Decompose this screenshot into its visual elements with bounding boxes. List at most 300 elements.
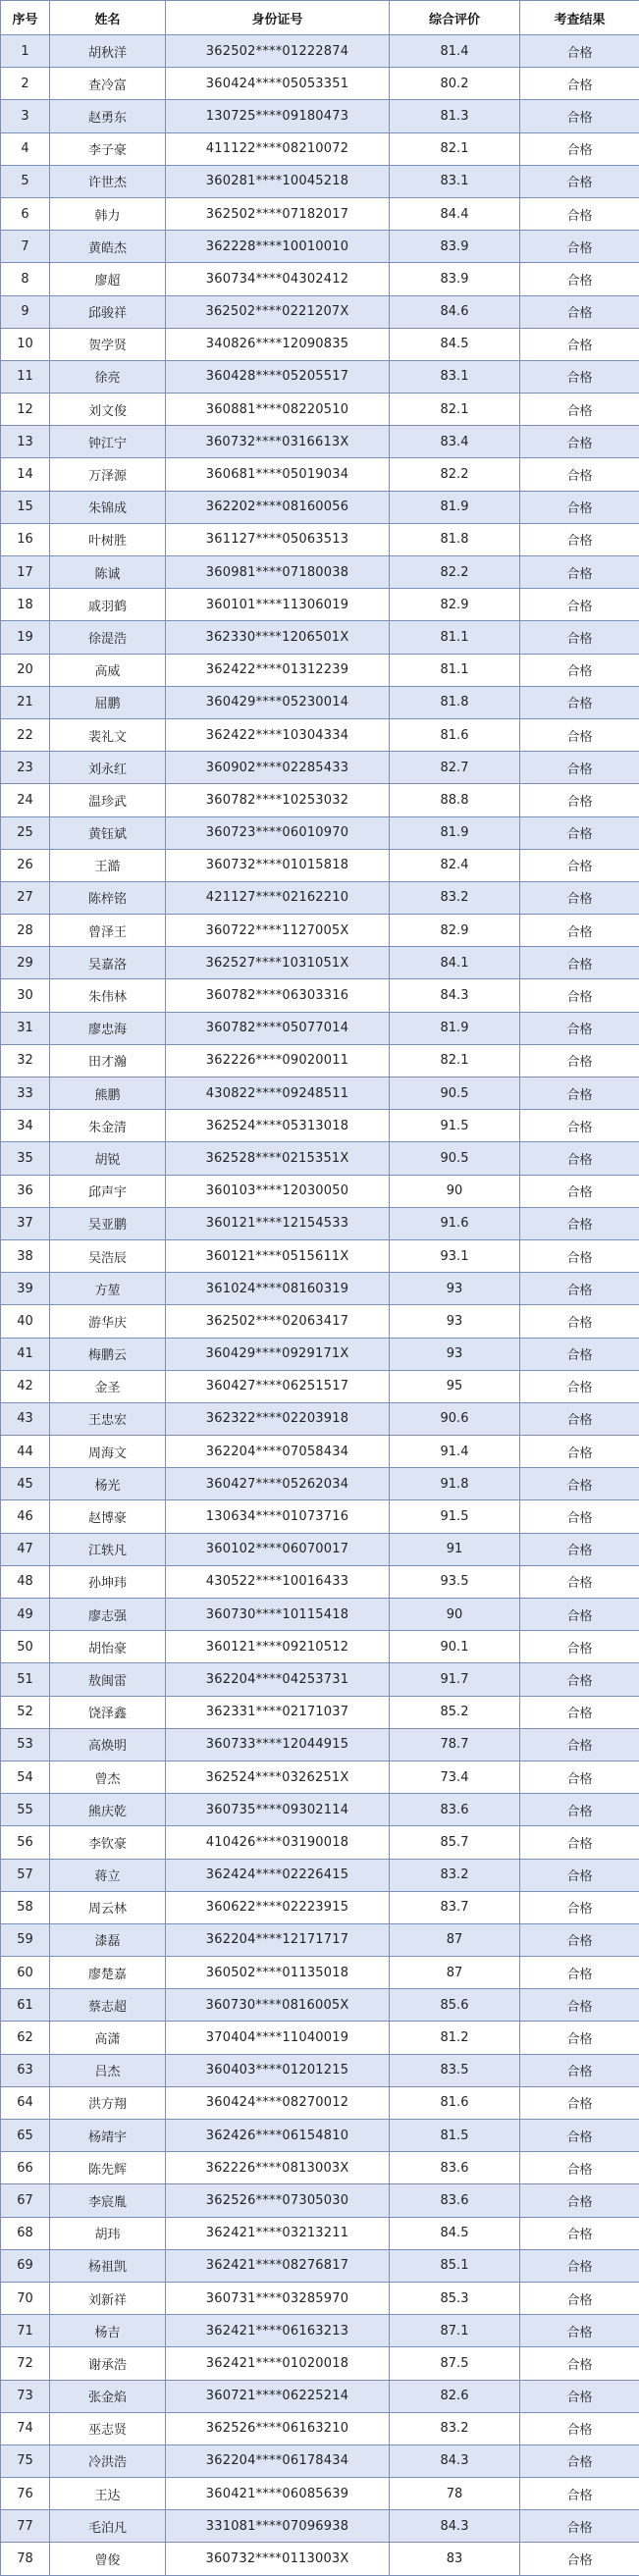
table-row xyxy=(1,491,639,523)
cell-seq: 60 xyxy=(1,1957,50,1989)
cell-evaluation: 85.2 xyxy=(390,1696,520,1728)
cell-seq: 43 xyxy=(1,1402,50,1435)
cell-evaluation: 84.4 xyxy=(390,197,520,230)
cell-name: 叶树胜 xyxy=(50,523,166,555)
cell-seq: 38 xyxy=(1,1239,50,1272)
cell-result: 合格 xyxy=(520,1436,639,1468)
cell-seq: 34 xyxy=(1,1110,50,1142)
table-row xyxy=(1,2412,639,2445)
cell-id-number: 360981****07180038 xyxy=(166,556,390,589)
cell-result: 合格 xyxy=(520,1175,639,1207)
cell-seq: 72 xyxy=(1,2347,50,2380)
cell-name: 李钦豪 xyxy=(50,1826,166,1859)
cell-name: 朱锦成 xyxy=(50,491,166,523)
cell-result: 合格 xyxy=(520,1500,639,1533)
cell-evaluation: 87.1 xyxy=(390,2315,520,2347)
cell-evaluation: 83.6 xyxy=(390,1794,520,1826)
cell-evaluation: 90 xyxy=(390,1599,520,1631)
cell-name: 胡秋洋 xyxy=(50,35,166,68)
table-row xyxy=(1,1044,639,1077)
cell-id-number: 362528****0215351X xyxy=(166,1142,390,1175)
cell-seq: 50 xyxy=(1,1631,50,1663)
cell-seq: 14 xyxy=(1,458,50,491)
cell-id-number: 362421****08276817 xyxy=(166,2249,390,2282)
cell-result: 合格 xyxy=(520,1044,639,1077)
cell-seq: 58 xyxy=(1,1891,50,1923)
cell-name: 查冷富 xyxy=(50,68,166,100)
cell-name: 杨吉 xyxy=(50,2315,166,2347)
cell-evaluation: 91.5 xyxy=(390,1500,520,1533)
cell-name: 屈鹏 xyxy=(50,686,166,718)
table-row xyxy=(1,1305,639,1338)
cell-result: 合格 xyxy=(520,1794,639,1826)
cell-name: 万泽源 xyxy=(50,458,166,491)
cell-evaluation: 84.6 xyxy=(390,295,520,328)
cell-seq: 24 xyxy=(1,784,50,816)
cell-evaluation: 87 xyxy=(390,1923,520,1956)
cell-evaluation: 82.6 xyxy=(390,2380,520,2412)
cell-id-number: 360427****06251517 xyxy=(166,1370,390,1402)
cell-seq: 21 xyxy=(1,686,50,718)
cell-id-number: 360732****01015818 xyxy=(166,849,390,881)
cell-evaluation: 83.2 xyxy=(390,1859,520,1891)
cell-evaluation: 82.9 xyxy=(390,915,520,947)
cell-name: 胡玮 xyxy=(50,2217,166,2249)
cell-seq: 6 xyxy=(1,197,50,230)
cell-seq: 35 xyxy=(1,1142,50,1175)
cell-name: 贺学贤 xyxy=(50,328,166,360)
table-row xyxy=(1,2282,639,2314)
cell-result: 合格 xyxy=(520,35,639,68)
table-row xyxy=(1,35,639,68)
cell-id-number: 360732****0316613X xyxy=(166,426,390,458)
cell-seq: 57 xyxy=(1,1859,50,1891)
table-row xyxy=(1,1794,639,1826)
cell-evaluation: 83.6 xyxy=(390,2152,520,2184)
cell-name: 黄钰斌 xyxy=(50,816,166,849)
cell-evaluation: 91.6 xyxy=(390,1207,520,1239)
cell-name: 游华庆 xyxy=(50,1305,166,1338)
table-row xyxy=(1,1370,639,1402)
cell-result: 合格 xyxy=(520,2445,639,2477)
cell-id-number: 430522****10016433 xyxy=(166,1565,390,1598)
cell-name: 熊鹏 xyxy=(50,1078,166,1110)
cell-evaluation: 91.8 xyxy=(390,1468,520,1500)
cell-evaluation: 83.9 xyxy=(390,263,520,295)
table-row xyxy=(1,2054,639,2086)
table-row xyxy=(1,686,639,718)
cell-evaluation: 81.9 xyxy=(390,1012,520,1044)
cell-result: 合格 xyxy=(520,2412,639,2445)
cell-name: 江轶凡 xyxy=(50,1533,166,1565)
cell-evaluation: 81.3 xyxy=(390,100,520,132)
cell-seq: 40 xyxy=(1,1305,50,1338)
cell-evaluation: 85.1 xyxy=(390,2249,520,2282)
cell-seq: 64 xyxy=(1,2086,50,2119)
cell-name: 田才瀚 xyxy=(50,1044,166,1077)
cell-evaluation: 81.1 xyxy=(390,621,520,654)
cell-id-number: 421127****02162210 xyxy=(166,881,390,914)
cell-name: 冷洪浩 xyxy=(50,2445,166,2477)
cell-evaluation: 81.9 xyxy=(390,816,520,849)
cell-name: 邱声宇 xyxy=(50,1175,166,1207)
table-row xyxy=(1,1663,639,1696)
cell-name: 朱伟林 xyxy=(50,979,166,1012)
cell-name: 曾杰 xyxy=(50,1761,166,1793)
table-row xyxy=(1,100,639,132)
cell-name: 饶泽鑫 xyxy=(50,1696,166,1728)
cell-evaluation: 90.1 xyxy=(390,1631,520,1663)
cell-name: 陈梓铭 xyxy=(50,881,166,914)
cell-name: 刘文俊 xyxy=(50,394,166,426)
cell-evaluation: 83 xyxy=(390,2543,520,2575)
cell-name: 巫志贤 xyxy=(50,2412,166,2445)
cell-result: 合格 xyxy=(520,881,639,914)
cell-result: 合格 xyxy=(520,2315,639,2347)
cell-seq: 15 xyxy=(1,491,50,523)
cell-name: 洪方翔 xyxy=(50,2086,166,2119)
table-row xyxy=(1,784,639,816)
cell-id-number: 361024****08160319 xyxy=(166,1273,390,1305)
cell-result: 合格 xyxy=(520,68,639,100)
table-row xyxy=(1,1599,639,1631)
cell-evaluation: 81.8 xyxy=(390,686,520,718)
cell-name: 胡锐 xyxy=(50,1142,166,1175)
table-row xyxy=(1,915,639,947)
cell-seq: 66 xyxy=(1,2152,50,2184)
cell-evaluation: 83.5 xyxy=(390,2054,520,2086)
cell-seq: 29 xyxy=(1,947,50,979)
cell-result: 合格 xyxy=(520,1859,639,1891)
cell-evaluation: 87.5 xyxy=(390,2347,520,2380)
table-row xyxy=(1,1436,639,1468)
table-row xyxy=(1,1957,639,1989)
cell-seq: 48 xyxy=(1,1565,50,1598)
cell-result: 合格 xyxy=(520,784,639,816)
cell-name: 曾泽王 xyxy=(50,915,166,947)
table-row xyxy=(1,394,639,426)
cell-seq: 12 xyxy=(1,394,50,426)
cell-name: 谢承浩 xyxy=(50,2347,166,2380)
cell-id-number: 362422****01312239 xyxy=(166,654,390,686)
cell-id-number: 362226****0813003X xyxy=(166,2152,390,2184)
cell-result: 合格 xyxy=(520,2217,639,2249)
cell-seq: 44 xyxy=(1,1436,50,1468)
cell-id-number: 362526****06163210 xyxy=(166,2412,390,2445)
table-row xyxy=(1,2184,639,2217)
cell-seq: 39 xyxy=(1,1273,50,1305)
cell-result: 合格 xyxy=(520,2249,639,2282)
cell-evaluation: 95 xyxy=(390,1370,520,1402)
cell-result: 合格 xyxy=(520,2282,639,2314)
cell-name: 方堃 xyxy=(50,1273,166,1305)
cell-id-number: 362226****09020011 xyxy=(166,1044,390,1077)
cell-result: 合格 xyxy=(520,2347,639,2380)
cell-evaluation: 85.7 xyxy=(390,1826,520,1859)
cell-id-number: 360429****05230014 xyxy=(166,686,390,718)
cell-result: 合格 xyxy=(520,752,639,784)
cell-result: 合格 xyxy=(520,2054,639,2086)
cell-name: 钟江宁 xyxy=(50,426,166,458)
cell-id-number: 362502****07182017 xyxy=(166,197,390,230)
cell-id-number: 362204****06178434 xyxy=(166,2445,390,2477)
cell-seq: 37 xyxy=(1,1207,50,1239)
cell-seq: 53 xyxy=(1,1728,50,1761)
cell-seq: 9 xyxy=(1,295,50,328)
cell-seq: 20 xyxy=(1,654,50,686)
cell-id-number: 360502****01135018 xyxy=(166,1957,390,1989)
cell-seq: 49 xyxy=(1,1599,50,1631)
cell-seq: 65 xyxy=(1,2120,50,2152)
cell-result: 合格 xyxy=(520,1239,639,1272)
table-row xyxy=(1,1631,639,1663)
cell-id-number: 362202****08160056 xyxy=(166,491,390,523)
cell-id-number: 360731****03285970 xyxy=(166,2282,390,2314)
cell-result: 合格 xyxy=(520,2022,639,2054)
cell-evaluation: 81.6 xyxy=(390,2086,520,2119)
cell-id-number: 360424****05053351 xyxy=(166,68,390,100)
cell-seq: 10 xyxy=(1,328,50,360)
cell-id-number: 411122****08210072 xyxy=(166,132,390,165)
table-header xyxy=(1,1,639,35)
cell-id-number: 362524****05313018 xyxy=(166,1110,390,1142)
cell-id-number: 360730****10115418 xyxy=(166,1599,390,1631)
cell-seq: 67 xyxy=(1,2184,50,2217)
cell-id-number: 360429****0929171X xyxy=(166,1338,390,1370)
cell-name: 熊庆乾 xyxy=(50,1794,166,1826)
cell-seq: 55 xyxy=(1,1794,50,1826)
table-row xyxy=(1,2120,639,2152)
cell-seq: 16 xyxy=(1,523,50,555)
table-row xyxy=(1,1696,639,1728)
cell-evaluation: 81.1 xyxy=(390,654,520,686)
cell-result: 合格 xyxy=(520,1370,639,1402)
cell-seq: 54 xyxy=(1,1761,50,1793)
cell-name: 吴嘉洛 xyxy=(50,947,166,979)
cell-name: 周海文 xyxy=(50,1436,166,1468)
cell-seq: 31 xyxy=(1,1012,50,1044)
cell-evaluation: 82.2 xyxy=(390,556,520,589)
table-row xyxy=(1,263,639,295)
table-row xyxy=(1,1338,639,1370)
table-row xyxy=(1,1826,639,1859)
cell-evaluation: 88.8 xyxy=(390,784,520,816)
cell-result: 合格 xyxy=(520,458,639,491)
cell-name: 金圣 xyxy=(50,1370,166,1402)
cell-id-number: 360101****11306019 xyxy=(166,589,390,621)
cell-evaluation: 78.7 xyxy=(390,1728,520,1761)
cell-seq: 33 xyxy=(1,1078,50,1110)
table-row xyxy=(1,1012,639,1044)
cell-evaluation: 81.6 xyxy=(390,718,520,751)
cell-result: 合格 xyxy=(520,1891,639,1923)
cell-evaluation: 82.1 xyxy=(390,394,520,426)
cell-id-number: 360427****05262034 xyxy=(166,1468,390,1500)
cell-name: 吴浩辰 xyxy=(50,1239,166,1272)
cell-evaluation: 83.1 xyxy=(390,165,520,197)
cell-name: 蒋立 xyxy=(50,1859,166,1891)
cell-id-number: 360881****08220510 xyxy=(166,394,390,426)
cell-seq: 51 xyxy=(1,1663,50,1696)
cell-seq: 63 xyxy=(1,2054,50,2086)
table-row xyxy=(1,2217,639,2249)
cell-evaluation: 73.4 xyxy=(390,1761,520,1793)
cell-seq: 52 xyxy=(1,1696,50,1728)
cell-name: 高威 xyxy=(50,654,166,686)
cell-evaluation: 90.6 xyxy=(390,1402,520,1435)
cell-id-number: 362426****06154810 xyxy=(166,2120,390,2152)
table-row xyxy=(1,1207,639,1239)
cell-result: 合格 xyxy=(520,1078,639,1110)
cell-evaluation: 83.2 xyxy=(390,881,520,914)
cell-result: 合格 xyxy=(520,1273,639,1305)
cell-result: 合格 xyxy=(520,231,639,263)
cell-result: 合格 xyxy=(520,491,639,523)
cell-id-number: 362421****06163213 xyxy=(166,2315,390,2347)
cell-evaluation: 80.2 xyxy=(390,68,520,100)
table-row xyxy=(1,2510,639,2543)
cell-name: 赵勇东 xyxy=(50,100,166,132)
table-row xyxy=(1,1239,639,1272)
cell-evaluation: 82.1 xyxy=(390,1044,520,1077)
table-row xyxy=(1,1533,639,1565)
table-row xyxy=(1,1402,639,1435)
cell-evaluation: 82.7 xyxy=(390,752,520,784)
cell-seq: 1 xyxy=(1,35,50,68)
cell-id-number: 360734****04302412 xyxy=(166,263,390,295)
cell-result: 合格 xyxy=(520,295,639,328)
cell-name: 吕杰 xyxy=(50,2054,166,2086)
cell-seq: 41 xyxy=(1,1338,50,1370)
table-row xyxy=(1,1728,639,1761)
table-body xyxy=(1,35,639,2576)
cell-name: 许世杰 xyxy=(50,165,166,197)
cell-result: 合格 xyxy=(520,263,639,295)
cell-id-number: 360428****05205517 xyxy=(166,360,390,393)
cell-seq: 18 xyxy=(1,589,50,621)
cell-id-number: 362527****1031051X xyxy=(166,947,390,979)
cell-result: 合格 xyxy=(520,1696,639,1728)
cell-id-number: 362422****10304334 xyxy=(166,718,390,751)
cell-name: 周云林 xyxy=(50,1891,166,1923)
cell-result: 合格 xyxy=(520,523,639,555)
cell-evaluation: 91.7 xyxy=(390,1663,520,1696)
table-row xyxy=(1,556,639,589)
cell-evaluation: 83.7 xyxy=(390,1891,520,1923)
cell-result: 合格 xyxy=(520,718,639,751)
table-row xyxy=(1,2152,639,2184)
cell-evaluation: 83.6 xyxy=(390,2184,520,2217)
cell-id-number: 362228****10010010 xyxy=(166,231,390,263)
cell-seq: 32 xyxy=(1,1044,50,1077)
table-row xyxy=(1,1273,639,1305)
cell-result: 合格 xyxy=(520,1663,639,1696)
cell-seq: 70 xyxy=(1,2282,50,2314)
cell-id-number: 362322****02203918 xyxy=(166,1402,390,1435)
header-result: 考查结果 xyxy=(520,1,639,35)
cell-id-number: 362421****01020018 xyxy=(166,2347,390,2380)
cell-result: 合格 xyxy=(520,1761,639,1793)
header-name: 姓名 xyxy=(50,1,166,35)
table-row xyxy=(1,2086,639,2119)
cell-result: 合格 xyxy=(520,1402,639,1435)
cell-id-number: 362331****02171037 xyxy=(166,1696,390,1728)
cell-evaluation: 84.5 xyxy=(390,328,520,360)
cell-evaluation: 93.1 xyxy=(390,1239,520,1272)
cell-seq: 13 xyxy=(1,426,50,458)
table-row xyxy=(1,589,639,621)
cell-id-number: 360723****06010970 xyxy=(166,816,390,849)
cell-result: 合格 xyxy=(520,947,639,979)
cell-id-number: 362502****0221207X xyxy=(166,295,390,328)
table-row xyxy=(1,1565,639,1598)
cell-seq: 42 xyxy=(1,1370,50,1402)
header-id-number: 身份证号 xyxy=(166,1,390,35)
cell-evaluation: 83.9 xyxy=(390,231,520,263)
cell-result: 合格 xyxy=(520,979,639,1012)
cell-seq: 23 xyxy=(1,752,50,784)
cell-name: 高潇 xyxy=(50,2022,166,2054)
cell-result: 合格 xyxy=(520,1338,639,1370)
cell-seq: 69 xyxy=(1,2249,50,2282)
cell-name: 陈诚 xyxy=(50,556,166,589)
cell-name: 胡怡豪 xyxy=(50,1631,166,1663)
cell-id-number: 360722****1127005X xyxy=(166,915,390,947)
cell-name: 高焕明 xyxy=(50,1728,166,1761)
cell-result: 合格 xyxy=(520,589,639,621)
cell-evaluation: 91 xyxy=(390,1533,520,1565)
cell-id-number: 360102****06070017 xyxy=(166,1533,390,1565)
cell-evaluation: 81.4 xyxy=(390,35,520,68)
cell-name: 朱金清 xyxy=(50,1110,166,1142)
table-row xyxy=(1,718,639,751)
header-seq: 序号 xyxy=(1,1,50,35)
cell-id-number: 360121****12154533 xyxy=(166,1207,390,1239)
cell-evaluation: 84.3 xyxy=(390,979,520,1012)
cell-name: 廖志强 xyxy=(50,1599,166,1631)
cell-seq: 8 xyxy=(1,263,50,295)
cell-result: 合格 xyxy=(520,1012,639,1044)
cell-id-number: 360782****06303316 xyxy=(166,979,390,1012)
cell-name: 张金焰 xyxy=(50,2380,166,2412)
table-row xyxy=(1,849,639,881)
cell-seq: 45 xyxy=(1,1468,50,1500)
table-row xyxy=(1,2249,639,2282)
cell-seq: 59 xyxy=(1,1923,50,1956)
cell-name: 刘永红 xyxy=(50,752,166,784)
cell-id-number: 360622****02223915 xyxy=(166,1891,390,1923)
cell-seq: 22 xyxy=(1,718,50,751)
cell-id-number: 362204****04253731 xyxy=(166,1663,390,1696)
cell-id-number: 360103****12030050 xyxy=(166,1175,390,1207)
cell-result: 合格 xyxy=(520,1305,639,1338)
cell-result: 合格 xyxy=(520,2478,639,2510)
cell-result: 合格 xyxy=(520,165,639,197)
cell-id-number: 360732****0113003X xyxy=(166,2543,390,2575)
cell-evaluation: 81.9 xyxy=(390,491,520,523)
cell-id-number: 362524****0326251X xyxy=(166,1761,390,1793)
cell-evaluation: 82.4 xyxy=(390,849,520,881)
cell-id-number: 360403****01201215 xyxy=(166,2054,390,2086)
cell-result: 合格 xyxy=(520,2086,639,2119)
cell-id-number: 360735****09302114 xyxy=(166,1794,390,1826)
cell-name: 孙坤玮 xyxy=(50,1565,166,1598)
cell-name: 王澔 xyxy=(50,849,166,881)
cell-seq: 27 xyxy=(1,881,50,914)
cell-seq: 76 xyxy=(1,2478,50,2510)
cell-evaluation: 93 xyxy=(390,1305,520,1338)
cell-evaluation: 87 xyxy=(390,1957,520,1989)
